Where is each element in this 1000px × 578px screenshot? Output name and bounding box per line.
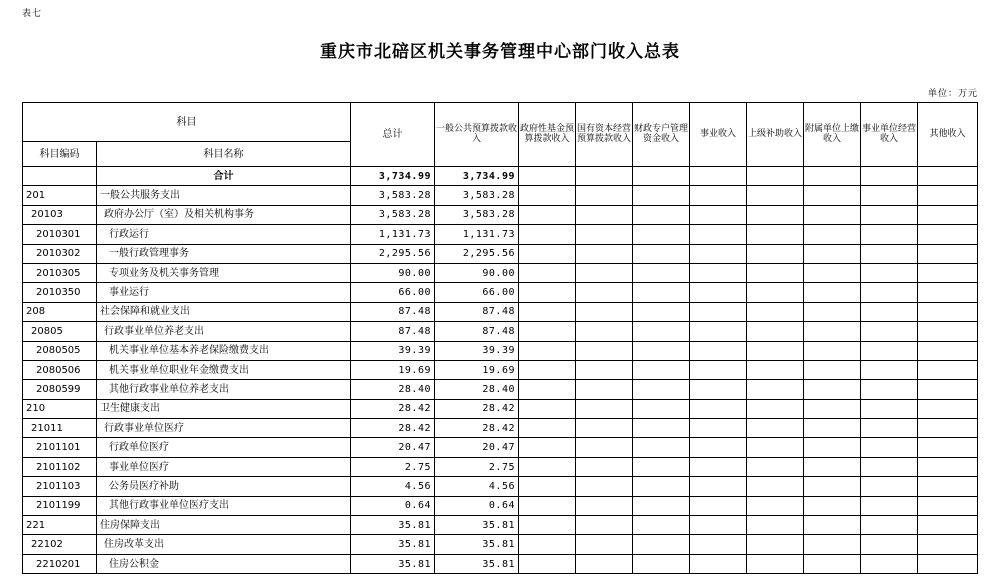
empty-cell [804, 167, 861, 186]
empty-cell [918, 360, 978, 379]
empty-cell [918, 322, 978, 341]
header-total: 总计 [351, 103, 435, 167]
total-row [23, 167, 978, 186]
empty-cell [861, 380, 918, 399]
empty-cell [918, 516, 978, 535]
empty-cell [747, 535, 804, 554]
empty-cell [519, 419, 576, 438]
empty-cell [576, 438, 633, 457]
general-budget-cell: 20.47 [435, 438, 519, 457]
empty-cell [519, 205, 576, 224]
empty-cell [633, 380, 690, 399]
subject-code-cell: 22102 [23, 535, 97, 554]
empty-cell [918, 477, 978, 496]
empty-cell [861, 535, 918, 554]
subject-code-cell: 20805 [23, 322, 97, 341]
empty-cell [576, 516, 633, 535]
header-superior-subsidy: 上级补助收入 [747, 103, 804, 167]
empty-cell [747, 283, 804, 302]
subject-code-cell: 2080506 [23, 360, 97, 379]
subject-name-cell: 专项业务及机关事务管理 [97, 263, 351, 282]
empty-cell [804, 496, 861, 515]
total-cell: 3,583.28 [351, 186, 435, 205]
table-row [23, 205, 978, 224]
general-budget-cell: 87.48 [435, 322, 519, 341]
empty-cell [633, 322, 690, 341]
empty-cell [861, 516, 918, 535]
empty-cell [918, 535, 978, 554]
empty-cell [690, 457, 747, 476]
empty-cell [633, 360, 690, 379]
empty-cell [519, 302, 576, 321]
empty-cell [747, 225, 804, 244]
total-cell: 35.81 [351, 535, 435, 554]
empty-cell [747, 263, 804, 282]
empty-cell [576, 419, 633, 438]
empty-cell [804, 302, 861, 321]
header-state-capital: 国有资本经营预算拨款收入 [576, 103, 633, 167]
subject-name-cell: 公务员医疗补助 [97, 477, 351, 496]
empty-cell [804, 225, 861, 244]
subject-name-cell: 一般公共服务支出 [97, 186, 351, 205]
empty-cell [576, 554, 633, 573]
general-budget-cell: 3,583.28 [435, 186, 519, 205]
empty-cell [861, 477, 918, 496]
unit-label: 单位：万元 [927, 89, 978, 99]
empty-cell [576, 341, 633, 360]
empty-cell [747, 341, 804, 360]
empty-cell [519, 477, 576, 496]
total-cell: 35.81 [351, 516, 435, 535]
table-row [23, 263, 978, 282]
subject-name-cell: 行政单位医疗 [97, 438, 351, 457]
table-row [23, 496, 978, 515]
empty-cell [690, 341, 747, 360]
total-cell: 20.47 [351, 438, 435, 457]
total-cell: 28.40 [351, 380, 435, 399]
total-cell: 66.00 [351, 283, 435, 302]
empty-cell [519, 283, 576, 302]
empty-cell [747, 205, 804, 224]
empty-cell [633, 516, 690, 535]
empty-cell [519, 360, 576, 379]
table-row [23, 360, 978, 379]
empty-cell [519, 186, 576, 205]
header-subject-name: 科目名称 [97, 142, 351, 167]
empty-cell [747, 244, 804, 263]
empty-cell [690, 167, 747, 186]
header-fiscal-special: 财政专户管理资金收入 [633, 103, 690, 167]
empty-cell [633, 302, 690, 321]
empty-cell [519, 496, 576, 515]
empty-cell [747, 438, 804, 457]
subject-name-cell: 其他行政事业单位医疗支出 [97, 496, 351, 515]
empty-cell [690, 438, 747, 457]
subject-code-cell: 2210201 [23, 554, 97, 573]
empty-cell [576, 457, 633, 476]
total-cell: 0.64 [351, 496, 435, 515]
empty-cell [747, 477, 804, 496]
general-budget-cell: 19.69 [435, 360, 519, 379]
empty-cell [861, 341, 918, 360]
subject-name-cell: 行政事业单位医疗 [97, 419, 351, 438]
subject-code-cell: 2010302 [23, 244, 97, 263]
header-other-income: 其他收入 [918, 103, 978, 167]
total-cell: 1,131.73 [351, 225, 435, 244]
empty-cell [690, 477, 747, 496]
subject-code-cell: 2080599 [23, 380, 97, 399]
empty-cell [861, 186, 918, 205]
subject-name-cell: 机关事业单位职业年金缴费支出 [97, 360, 351, 379]
general-budget-cell: 28.42 [435, 399, 519, 418]
subject-name-cell: 住房保障支出 [97, 516, 351, 535]
empty-cell [804, 205, 861, 224]
empty-cell [804, 360, 861, 379]
total-cell: 2.75 [351, 457, 435, 476]
empty-cell [747, 380, 804, 399]
subject-name-cell: 行政事业单位养老支出 [97, 322, 351, 341]
empty-cell [519, 516, 576, 535]
empty-cell [861, 360, 918, 379]
subject-code-cell: 208 [23, 302, 97, 321]
empty-cell [747, 496, 804, 515]
empty-cell [576, 535, 633, 554]
empty-cell [861, 302, 918, 321]
empty-cell [918, 496, 978, 515]
empty-cell [918, 341, 978, 360]
empty-cell [576, 477, 633, 496]
empty-cell [918, 554, 978, 573]
general-budget-cell: 35.81 [435, 535, 519, 554]
empty-cell [804, 186, 861, 205]
empty-cell [690, 186, 747, 205]
income-summary-table [22, 102, 978, 574]
empty-cell [690, 244, 747, 263]
empty-cell [804, 263, 861, 282]
total-cell: 2,295.56 [351, 244, 435, 263]
subject-name-cell: 卫生健康支出 [97, 399, 351, 418]
empty-cell [747, 457, 804, 476]
empty-cell [804, 341, 861, 360]
empty-cell [861, 496, 918, 515]
empty-cell [690, 205, 747, 224]
empty-cell [804, 322, 861, 341]
empty-cell [861, 419, 918, 438]
empty-cell [918, 263, 978, 282]
general-budget-cell: 4.56 [435, 477, 519, 496]
empty-cell [690, 496, 747, 515]
empty-cell [918, 283, 978, 302]
empty-cell [690, 419, 747, 438]
table-row [23, 535, 978, 554]
header-general-budget: 一般公共预算拨款收入 [435, 103, 519, 167]
empty-cell [918, 225, 978, 244]
subject-name-cell: 政府办公厅（室）及相关机构事务 [97, 205, 351, 224]
subject-code-cell: 20103 [23, 205, 97, 224]
table-row [23, 380, 978, 399]
general-budget-cell: 1,131.73 [435, 225, 519, 244]
empty-cell [633, 167, 690, 186]
empty-cell [804, 244, 861, 263]
empty-cell [576, 302, 633, 321]
empty-cell [861, 283, 918, 302]
header-business-income: 事业收入 [690, 103, 747, 167]
empty-cell [576, 380, 633, 399]
total-general-cell: 3,734.99 [435, 167, 519, 186]
table-row [23, 302, 978, 321]
empty-cell [519, 554, 576, 573]
table-row [23, 554, 978, 573]
subject-code-cell: 2101199 [23, 496, 97, 515]
table-row [23, 225, 978, 244]
subject-code-cell: 2101103 [23, 477, 97, 496]
subject-name-cell: 机关事业单位基本养老保险缴费支出 [97, 341, 351, 360]
empty-cell [633, 225, 690, 244]
empty-cell [804, 457, 861, 476]
empty-cell [918, 186, 978, 205]
empty-cell [747, 554, 804, 573]
subject-name-cell: 行政运行 [97, 225, 351, 244]
empty-cell [633, 399, 690, 418]
empty-cell [747, 167, 804, 186]
empty-cell [519, 457, 576, 476]
subject-name-cell: 事业单位医疗 [97, 457, 351, 476]
table-row [23, 457, 978, 476]
empty-cell [633, 535, 690, 554]
empty-cell [633, 554, 690, 573]
empty-cell [576, 225, 633, 244]
empty-cell [747, 186, 804, 205]
page-label: 表七 [22, 9, 43, 19]
table-row [23, 341, 978, 360]
empty-cell [861, 554, 918, 573]
total-cell: 4.56 [351, 477, 435, 496]
empty-cell [804, 535, 861, 554]
empty-cell [804, 438, 861, 457]
empty-cell [633, 205, 690, 224]
empty-cell [519, 263, 576, 282]
empty-cell [519, 225, 576, 244]
empty-cell [633, 263, 690, 282]
subject-code-cell: 2101101 [23, 438, 97, 457]
empty-cell [633, 283, 690, 302]
header-affiliated-income: 附属单位上缴收入 [804, 103, 861, 167]
subject-code-cell: 2010305 [23, 263, 97, 282]
empty-cell [861, 399, 918, 418]
empty-cell [690, 302, 747, 321]
empty-cell [633, 341, 690, 360]
empty-cell [804, 554, 861, 573]
empty-cell [690, 360, 747, 379]
empty-cell [804, 419, 861, 438]
subject-name-cell: 住房改革支出 [97, 535, 351, 554]
empty-cell [690, 263, 747, 282]
empty-cell [519, 322, 576, 341]
empty-cell [861, 263, 918, 282]
table-row [23, 516, 978, 535]
total-cell: 28.42 [351, 419, 435, 438]
empty-cell [804, 399, 861, 418]
table-row [23, 477, 978, 496]
empty-cell [690, 535, 747, 554]
subject-code-cell: 2010301 [23, 225, 97, 244]
total-code-cell [23, 167, 97, 186]
header-subject-code: 科目编码 [23, 142, 97, 167]
empty-cell [861, 322, 918, 341]
total-cell: 90.00 [351, 263, 435, 282]
empty-cell [804, 516, 861, 535]
empty-cell [519, 438, 576, 457]
empty-cell [576, 167, 633, 186]
empty-cell [633, 496, 690, 515]
empty-cell [747, 516, 804, 535]
total-cell: 87.48 [351, 302, 435, 321]
total-cell: 39.39 [351, 341, 435, 360]
general-budget-cell: 0.64 [435, 496, 519, 515]
empty-cell [633, 477, 690, 496]
subject-name-cell: 事业运行 [97, 283, 351, 302]
empty-cell [576, 205, 633, 224]
table-row [23, 283, 978, 302]
header-gov-fund: 政府性基金预算拨款收入 [519, 103, 576, 167]
empty-cell [861, 225, 918, 244]
header-operating-income: 事业单位经营收入 [861, 103, 918, 167]
subject-name-cell: 住房公积金 [97, 554, 351, 573]
total-cell: 87.48 [351, 322, 435, 341]
empty-cell [519, 535, 576, 554]
empty-cell [633, 419, 690, 438]
empty-cell [576, 399, 633, 418]
page-title: 重庆市北碚区机关事务管理中心部门收入总表 [320, 42, 680, 62]
general-budget-cell: 35.81 [435, 554, 519, 573]
general-budget-cell: 66.00 [435, 283, 519, 302]
empty-cell [576, 186, 633, 205]
general-budget-cell: 28.42 [435, 419, 519, 438]
empty-cell [918, 419, 978, 438]
total-cell: 28.42 [351, 399, 435, 418]
general-budget-cell: 2,295.56 [435, 244, 519, 263]
table-row [23, 186, 978, 205]
empty-cell [633, 438, 690, 457]
subject-code-cell: 210 [23, 399, 97, 418]
empty-cell [576, 244, 633, 263]
empty-cell [747, 360, 804, 379]
empty-cell [633, 457, 690, 476]
empty-cell [690, 516, 747, 535]
general-budget-cell: 87.48 [435, 302, 519, 321]
table-row [23, 438, 978, 457]
table-row [23, 419, 978, 438]
table-row [23, 322, 978, 341]
empty-cell [690, 399, 747, 418]
empty-cell [918, 399, 978, 418]
empty-cell [918, 438, 978, 457]
empty-cell [804, 283, 861, 302]
table-row [23, 244, 978, 263]
subject-code-cell: 2080505 [23, 341, 97, 360]
total-cell: 3,583.28 [351, 205, 435, 224]
subject-code-cell: 21011 [23, 419, 97, 438]
empty-cell [747, 399, 804, 418]
total-cell: 35.81 [351, 554, 435, 573]
total-total-cell: 3,734.99 [351, 167, 435, 186]
subject-code-cell: 2101102 [23, 457, 97, 476]
empty-cell [747, 302, 804, 321]
empty-cell [804, 380, 861, 399]
empty-cell [918, 167, 978, 186]
empty-cell [747, 322, 804, 341]
subject-name-cell: 其他行政事业单位养老支出 [97, 380, 351, 399]
empty-cell [861, 167, 918, 186]
empty-cell [690, 554, 747, 573]
empty-cell [918, 244, 978, 263]
empty-cell [576, 263, 633, 282]
general-budget-cell: 35.81 [435, 516, 519, 535]
empty-cell [519, 244, 576, 263]
empty-cell [690, 225, 747, 244]
subject-code-cell: 221 [23, 516, 97, 535]
empty-cell [633, 186, 690, 205]
empty-cell [918, 205, 978, 224]
general-budget-cell: 39.39 [435, 341, 519, 360]
empty-cell [576, 283, 633, 302]
empty-cell [861, 457, 918, 476]
empty-cell [576, 322, 633, 341]
empty-cell [918, 302, 978, 321]
empty-cell [690, 322, 747, 341]
empty-cell [576, 360, 633, 379]
empty-cell [861, 438, 918, 457]
header-subject: 科目 [23, 103, 351, 142]
total-cell: 19.69 [351, 360, 435, 379]
table-row [23, 399, 978, 418]
empty-cell [633, 244, 690, 263]
empty-cell [519, 380, 576, 399]
empty-cell [804, 477, 861, 496]
general-budget-cell: 90.00 [435, 263, 519, 282]
empty-cell [861, 205, 918, 224]
empty-cell [690, 380, 747, 399]
empty-cell [861, 244, 918, 263]
empty-cell [918, 380, 978, 399]
empty-cell [576, 496, 633, 515]
empty-cell [519, 167, 576, 186]
empty-cell [747, 419, 804, 438]
empty-cell [519, 399, 576, 418]
subject-name-cell: 一般行政管理事务 [97, 244, 351, 263]
general-budget-cell: 2.75 [435, 457, 519, 476]
subject-name-cell: 社会保障和就业支出 [97, 302, 351, 321]
total-label: 合计 [97, 167, 351, 186]
general-budget-cell: 3,583.28 [435, 205, 519, 224]
subject-code-cell: 2010350 [23, 283, 97, 302]
empty-cell [690, 283, 747, 302]
empty-cell [918, 457, 978, 476]
subject-code-cell: 201 [23, 186, 97, 205]
empty-cell [519, 341, 576, 360]
general-budget-cell: 28.40 [435, 380, 519, 399]
